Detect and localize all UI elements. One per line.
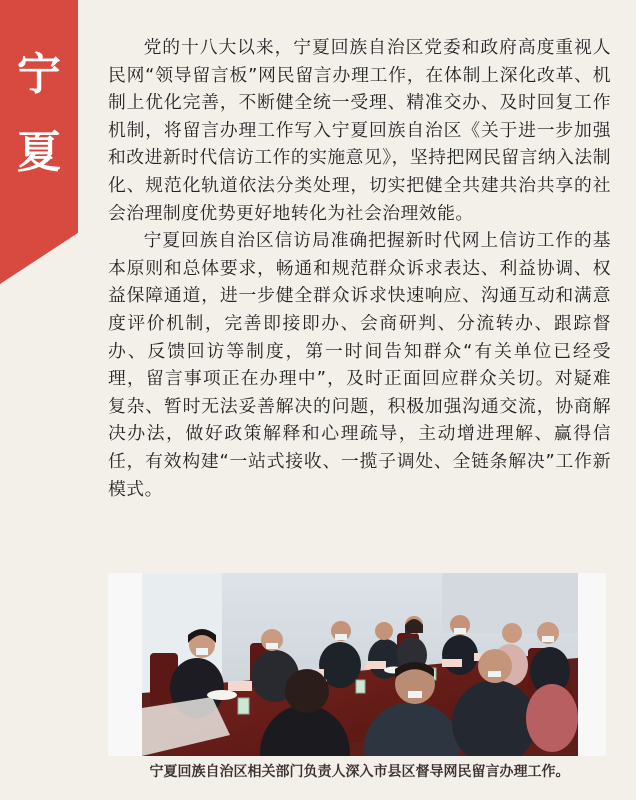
region-title	[0, 36, 78, 192]
meeting-photo-illustration	[142, 573, 578, 756]
region-title-char-1: 宁	[17, 49, 61, 100]
article-paragraph-1: 党的十八大以来，宁夏回族自治区党委和政府高度重视人民网“领导留言板”网民留言办理工作，在体制上深化改革、机制上优化完善，不断健全统一受理、精准交办、及时回复工作机制，将留言办理工作写入宁夏回族自治区《关于进一步加强和改进新时代信访工作的实施意见》，坚持把网民留言纳入法制化、规范化轨道依法分类处理，切实把健全共建共治共享的社会治理制度优势更好地转化为社会治理效能。	[108, 37, 611, 224]
region-title-char-2: 夏	[17, 127, 61, 178]
meeting-photo	[142, 573, 578, 756]
photo-caption: 宁夏回族自治区相关部门负责人深入市县区督导网民留言办理工作。	[149, 764, 570, 780]
article-paragraph-2: 宁夏回族自治区信访局准确把握新时代网上信访工作的基本原则和总体要求，畅通和规范群众诉求表达、利益协调、权益保障通道，进一步健全群众诉求快速响应、沟通互动和满意度评价机制，完善即接即办、会商研判、分流转办、跟踪督办、反馈回访等制度，第一时间告知群众“有关单位已经受理，留言事项正在办理中”，及时正面回应群众关切。对疑难复杂、暂时无法妥善解决的问题，积极加强沟通交流，协商解决办法，做好政策解释和心理疏导，主动增进理解、赢得信任，有效构建“一站式接收、一揽子调处、全链条解决”工作新模式。	[108, 230, 611, 500]
article-body	[108, 34, 611, 503]
